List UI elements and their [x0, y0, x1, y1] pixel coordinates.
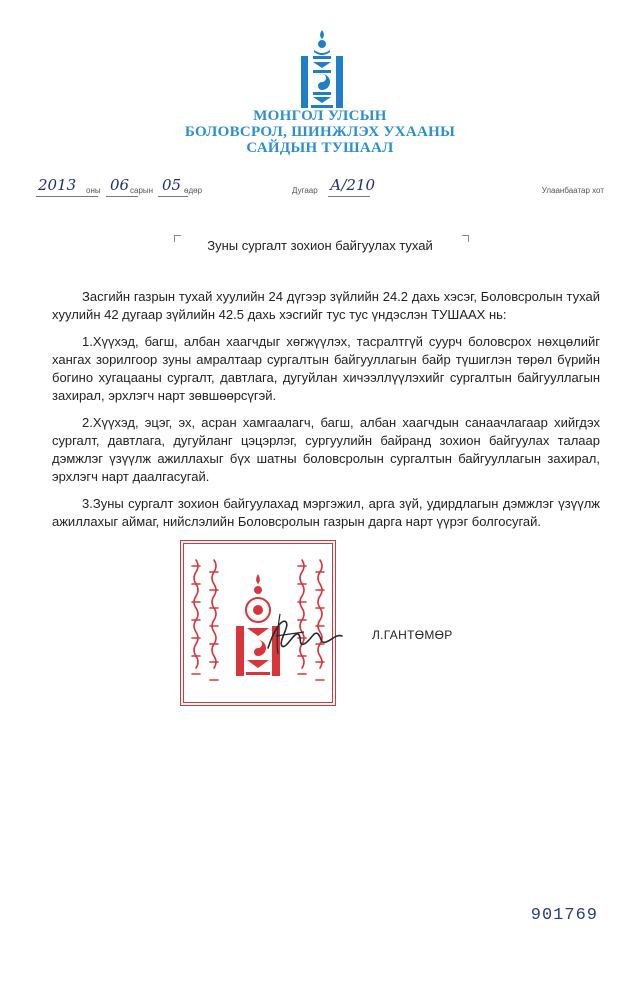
serial-number: 901769 [530, 906, 598, 925]
decree-preamble: Засгийн газрын тухай хуулийн 24 дүгээр зүйлийн 24.2 дахь хэсэг, Боловсролын тухай хуулийн 42 дугаар зүйлийн 42.5 дахь хэсгийг тус тус үндэслэн ТУШААХ нь: [52, 289, 600, 322]
month-suffix: сарын [130, 186, 154, 195]
decree-item-3: 3.Зуны сургалт зохион байгуулахад мэргэжил, арга зүй, удирдлагын дэмжлэг үзүүлж ажиллахыг аймаг, нийслэлийн Боловсролын газрын дарга нарт үүрэг болгосугай. [52, 496, 600, 529]
day-suffix: өдөр [184, 186, 203, 195]
year-value: 2013 [38, 176, 77, 194]
day-value: 05 [162, 176, 182, 194]
ministry-title-line1: МОНГОЛ УЛСЫН [253, 108, 387, 124]
number-label: Дугаар [292, 186, 318, 195]
ministry-title-line2: БОЛОВСРОЛ, ШИНЖЛЭХ УХААНЫ [184, 124, 456, 140]
ministry-title-line3: САЙДЫН ТУШААЛ [246, 140, 394, 156]
number-field [328, 176, 376, 197]
decree-subject: Зуны сургалт зохион байгуулах тухай [207, 238, 433, 253]
number-value: А/210 [330, 176, 376, 194]
month-value: 06 [110, 176, 130, 194]
handwritten-signature [264, 612, 346, 656]
decree-item-1: 1.Хүүхэд, багш, албан хаагчдыг хөгжүүлэх, тасралтгүй суурч боловсрох нөхцөлийг хангах зорилгоор зуны амралтаар сургалтын байгууллагын байр түшиглэн төрөл бүрийн богино хугацааны сургалт, давтлага, дугуйлан хичээллүүлэхийг сургалтын байгууллагын захирал, эрхлэгч нарт зөвшөөрсүгэй. [52, 334, 600, 403]
city-label: Улаанбаатар хот [541, 186, 604, 195]
date-number-row [36, 176, 616, 200]
year-suffix: оны [86, 186, 101, 195]
decree-body [52, 288, 600, 540]
decree-item-2: 2.Хүүхэд, эцэг, эх, асран хамгаалагч, багш, албан хаагчдын санаачлагаар хийгдэх сургалт, давтлага, дугуйланг цэцэрлэг, сургуулийн байранд зохион байгуулах талаар дэмжлэг үзүүлж ажиллахыг бүх шатны боловсролын сургалтын байгууллагын захирал, эрхлэгч нарт даалгасугай. [52, 415, 600, 484]
ministry-title [120, 108, 520, 156]
soyombo-emblem-icon [299, 30, 345, 110]
signer-name: Л.ГАНТӨМӨР [372, 628, 453, 642]
